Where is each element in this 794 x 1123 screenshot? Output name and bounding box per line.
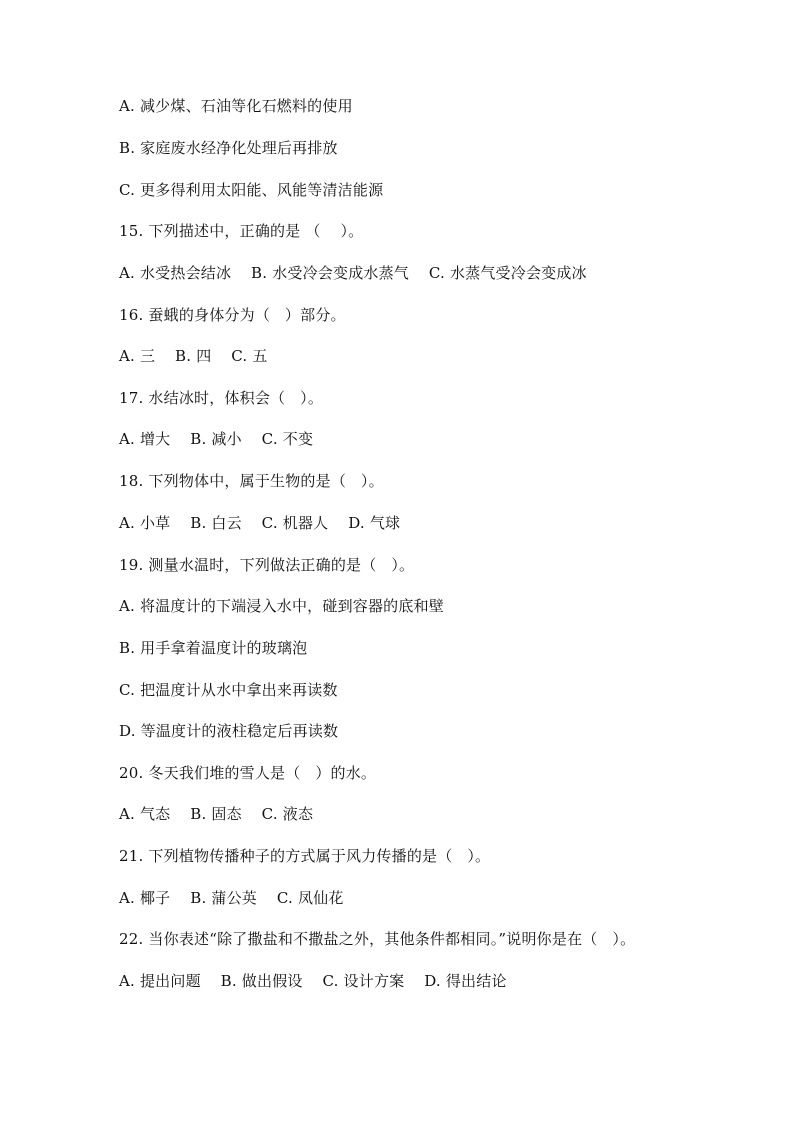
option-14c: C. 更多得利用太阳能、风能等清洁能源 bbox=[119, 181, 384, 199]
options-15: A. 水受热会结冰 B. 水受冷会变成水蒸气 C. 水蒸气受冷会变成冰 bbox=[119, 264, 587, 282]
options-20: A. 气态 B. 固态 C. 液态 bbox=[119, 805, 314, 823]
option-19c: C. 把温度计从水中拿出来再读数 bbox=[119, 681, 338, 699]
options-21: A. 椰子 B. 蒲公英 C. 凤仙花 bbox=[119, 889, 344, 907]
question-19: 19. 测量水温时，下列做法正确的是（ ）。 bbox=[119, 556, 415, 574]
option-19b: B. 用手拿着温度计的玻璃泡 bbox=[119, 639, 308, 657]
question-21: 21. 下列植物传播种子的方式属于风力传播的是（ ）。 bbox=[119, 847, 491, 865]
question-22: 22. 当你表述“除了撒盐和不撒盐之外，其他条件都相同。”说明你是在（ ）。 bbox=[119, 930, 636, 948]
question-15: 15. 下列描述中，正确的是 （ ）。 bbox=[119, 222, 364, 240]
question-18: 18. 下列物体中，属于生物的是（ ）。 bbox=[119, 472, 384, 490]
question-16: 16. 蚕蛾的身体分为（ ）部分。 bbox=[119, 306, 346, 324]
options-22: A. 提出问题 B. 做出假设 C. 设计方案 D. 得出结论 bbox=[119, 972, 507, 990]
option-19d: D. 等温度计的液柱稳定后再读数 bbox=[119, 722, 339, 740]
options-16: A. 三 B. 四 C. 五 bbox=[119, 347, 268, 365]
option-14b: B. 家庭废水经净化处理后再排放 bbox=[119, 139, 338, 157]
question-17: 17. 水结冰时，体积会（ ）。 bbox=[119, 389, 324, 407]
option-14a: A. 减少煤、石油等化石燃料的使用 bbox=[119, 97, 353, 115]
options-18: A. 小草 B. 白云 C. 机器人 D. 气球 bbox=[119, 514, 401, 532]
question-20: 20. 冬天我们堆的雪人是（ ）的水。 bbox=[119, 764, 377, 782]
option-19a: A. 将温度计的下端浸入水中，碰到容器的底和壁 bbox=[119, 597, 444, 615]
options-17: A. 增大 B. 减小 C. 不变 bbox=[119, 430, 314, 448]
